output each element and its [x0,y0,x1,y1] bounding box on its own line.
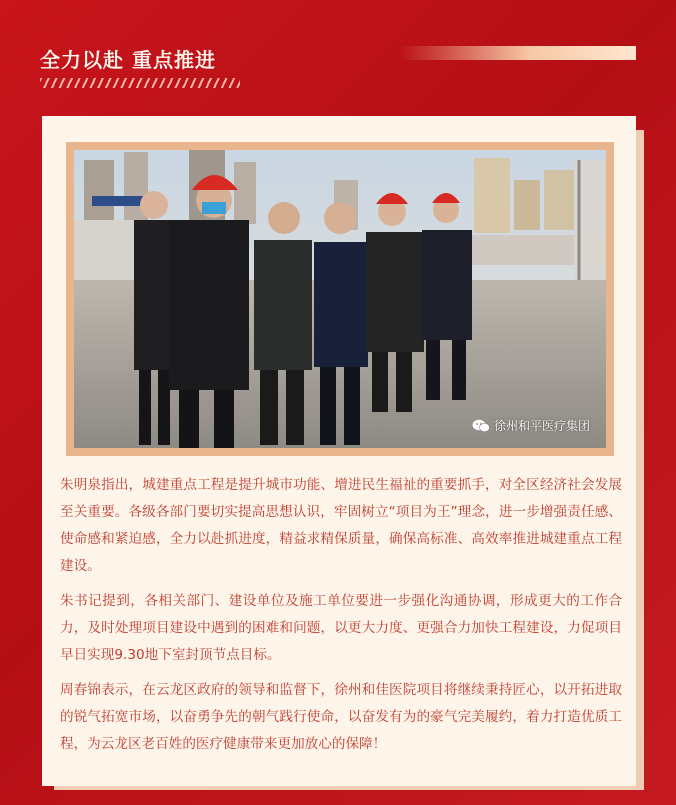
article-body [60,472,622,766]
site-photo-illustration [74,150,606,448]
watermark-text: 徐州和平医疗集团 [493,419,590,433]
photo-watermark [472,417,590,434]
photo-frame [66,142,614,456]
section-title: 全力以赴 重点推进 [40,48,216,72]
paragraph-1: 朱明泉指出，城建重点工程是提升城市功能、增进民生福祉的重要抓手，对全区经济社会发展至关重要。各级各部门要切实提高思想认识，牢固树立“项目为王”理念，进一步增强责任感、使命感和紧迫感，全力以赴抓进度，精益求精保质量，确保高标准、高效率推进城建重点工程建设。 [60,477,622,574]
site-photo [74,150,606,448]
paragraph-3: 周春锦表示，在云龙区政府的领导和监督下，徐州和佳医院项目将继续秉持匠心，以开拓进取的锐气拓宽市场，以奋勇争先的朝气践行使命，以奋发有为的豪气完美履约，着力打造优质工程，为云龙区老百姓的医疗健康带来更加放心的保障！ [60,682,622,752]
paragraph-2: 朱书记提到，各相关部门、建设单位及施工单位要进一步强化沟通协调，形成更大的工作合力，及时处理项目建设中遇到的困难和问题，以更大力度、更强合力加快工程建设，力促项目早日实现9.30地下室封顶节点目标。 [60,593,622,663]
title-decoration-bar [400,46,636,60]
wechat-icon [472,419,490,433]
hatch-decoration [40,78,240,88]
